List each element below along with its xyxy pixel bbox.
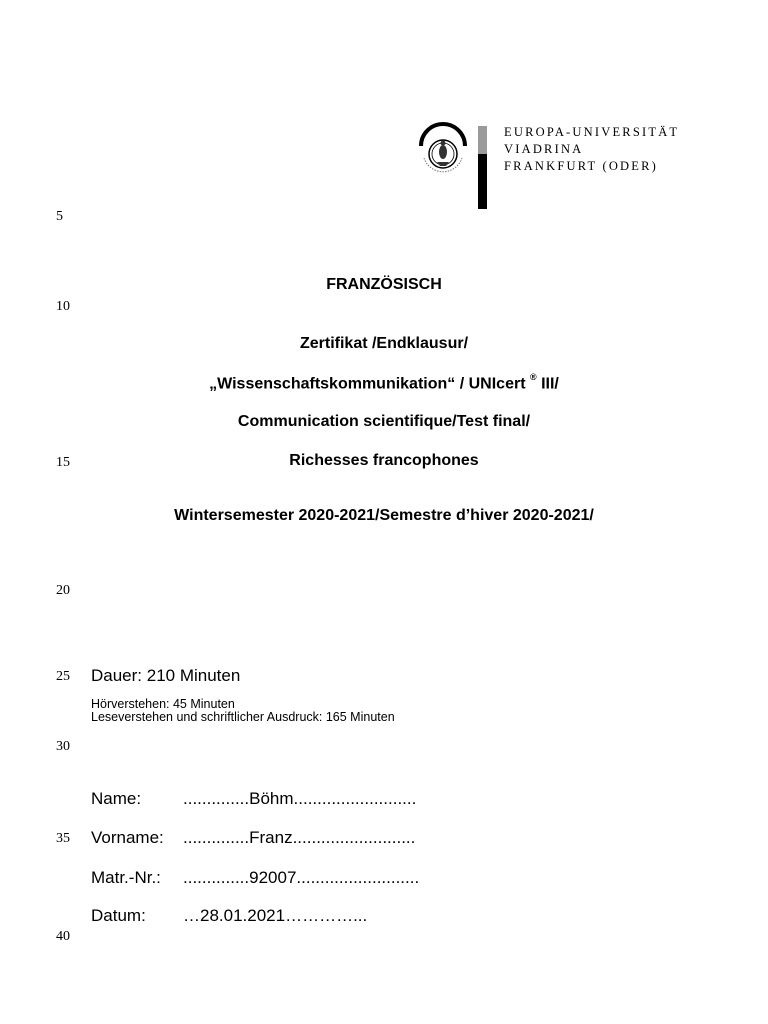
course-title-fr: Communication scientifique/Test final/ <box>237 413 531 430</box>
matr-label: Matr.-Nr.: <box>91 868 161 887</box>
datum-label: Datum: <box>91 906 146 925</box>
semester-title: Wintersemester 2020-2021/Semestre d’hiver 2020-2021/ <box>174 507 594 524</box>
line-number-10: 10 <box>56 299 70 314</box>
line-number-15: 15 <box>56 455 70 470</box>
matr-value: ..............92007.......................... <box>183 868 420 887</box>
university-logo <box>416 120 678 212</box>
name-value: ..............Böhm.......................... <box>183 789 417 808</box>
line-number-35: 35 <box>56 831 70 846</box>
duration-reading-writing: Leseverstehen und schriftlicher Ausdruck: 165 Minuten <box>91 710 395 724</box>
vorname-label: Vorname: <box>91 828 164 847</box>
vorname-value: ..............Franz.......................... <box>183 828 416 847</box>
logo-bar-gray <box>478 126 487 154</box>
logo-bar-black <box>478 154 487 209</box>
line-number-40: 40 <box>56 929 70 944</box>
line-number-5: 5 <box>56 209 63 224</box>
line-number-25: 25 <box>56 669 70 684</box>
name-field <box>91 789 416 809</box>
logo-wordmark: EUROPA-UNIVERSITÄT VIADRINA FRANKFURT (ODER) <box>504 125 680 173</box>
matr-field <box>91 868 419 888</box>
datum-field <box>91 906 367 926</box>
university-seal-icon <box>416 122 470 180</box>
vorname-field <box>91 828 415 848</box>
exam-title: Zertifikat /Endklausur/ <box>299 335 469 352</box>
name-label: Name: <box>91 789 142 808</box>
topic-title: Richesses francophones <box>289 452 479 469</box>
line-number-20: 20 <box>56 583 70 598</box>
datum-value: …28.01.2021…………... <box>183 906 368 925</box>
duration-listening: Hörverstehen: 45 Minuten <box>91 697 235 711</box>
duration-heading: Dauer: 210 Minuten <box>91 666 241 685</box>
subject-title: FRANZÖSISCH <box>326 276 442 293</box>
course-title: „Wissenschaftskommunikation“ / UNIcert ® III/ <box>209 372 559 393</box>
line-number-30: 30 <box>56 739 70 754</box>
